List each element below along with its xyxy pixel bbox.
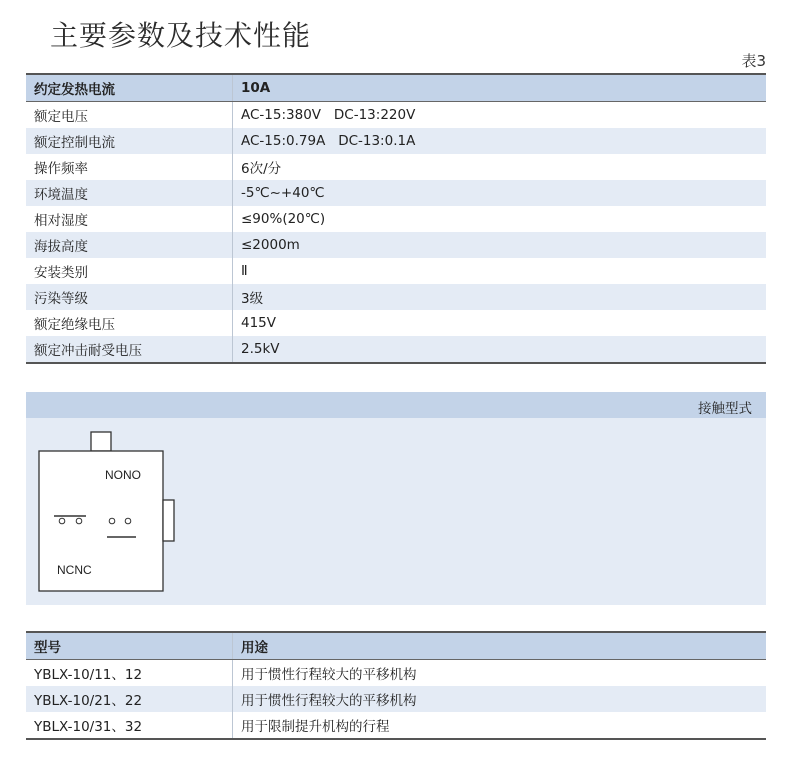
table-row <box>26 310 766 336</box>
label-nono: NONO <box>105 468 141 482</box>
label-ncnc: NCNC <box>57 563 92 577</box>
contact-type-panel <box>26 392 766 605</box>
spec-header-key: 约定发热电流 <box>26 74 233 102</box>
spec-value: 3级 <box>233 284 767 310</box>
table-row <box>26 258 766 284</box>
spec-key: 污染等级 <box>26 284 233 310</box>
spec-value: AC-15:0.79A DC-13:0.1A <box>233 128 767 154</box>
usage-header-model: 型号 <box>26 632 233 660</box>
usage-purpose: 用于限制提升机构的行程 <box>241 719 390 735</box>
spec-key: 相对湿度 <box>26 206 233 232</box>
usage-purpose: 用于惯性行程较大的平移机构 <box>233 686 767 712</box>
spec-header-value: 10A <box>233 74 767 102</box>
spec-key: 额定电压 <box>26 102 233 129</box>
spec-value: ≤2000m <box>233 232 767 258</box>
contact-diagram <box>26 392 226 605</box>
spec-key: 额定冲击耐受电压 <box>26 336 233 363</box>
spec-header-row <box>26 74 766 102</box>
page-title: 主要参数及技术性能 <box>50 19 312 52</box>
table-row <box>26 284 766 310</box>
table-row <box>26 660 766 687</box>
side-tab <box>163 500 174 541</box>
spec-key: 额定绝缘电压 <box>26 310 233 336</box>
usage-header-purpose: 用途 <box>233 632 767 660</box>
spec-key: 操作频率 <box>26 154 233 180</box>
table-row <box>26 154 766 180</box>
usage-model: YBLX-10/31、32 <box>26 712 233 739</box>
spec-value: -5℃~+40℃ <box>233 180 767 206</box>
spec-key: 海拔高度 <box>26 232 233 258</box>
spec-key: 安装类别 <box>26 258 233 284</box>
table-row <box>26 336 766 363</box>
usage-table <box>26 631 766 740</box>
spec-value: 2.5kV <box>233 336 767 363</box>
table-row <box>26 712 766 739</box>
usage-model: YBLX-10/11、12 <box>26 660 233 687</box>
table-row <box>26 128 766 154</box>
spec-value: 6次/分 <box>233 154 767 180</box>
table-row <box>26 206 766 232</box>
table-row <box>26 686 766 712</box>
spec-key: 额定控制电流 <box>26 128 233 154</box>
table-row <box>26 102 766 129</box>
usage-purpose: 用于惯性行程较大的平移机构 <box>241 667 417 683</box>
table-row <box>26 232 766 258</box>
actuator-tab <box>91 432 111 451</box>
spec-table <box>26 73 766 364</box>
contact-panel-title: 接触型式 <box>698 401 752 417</box>
table-row <box>26 180 766 206</box>
spec-value: AC-15:380V DC-13:220V <box>233 102 767 129</box>
table-number: 表3 <box>741 52 766 70</box>
usage-header-row <box>26 632 766 660</box>
spec-value: Ⅱ <box>233 258 767 284</box>
spec-value: ≤90%(20℃) <box>233 206 767 232</box>
spec-value: 415V <box>233 310 767 336</box>
spec-key: 环境温度 <box>26 180 233 206</box>
usage-model: YBLX-10/21、22 <box>26 686 233 712</box>
